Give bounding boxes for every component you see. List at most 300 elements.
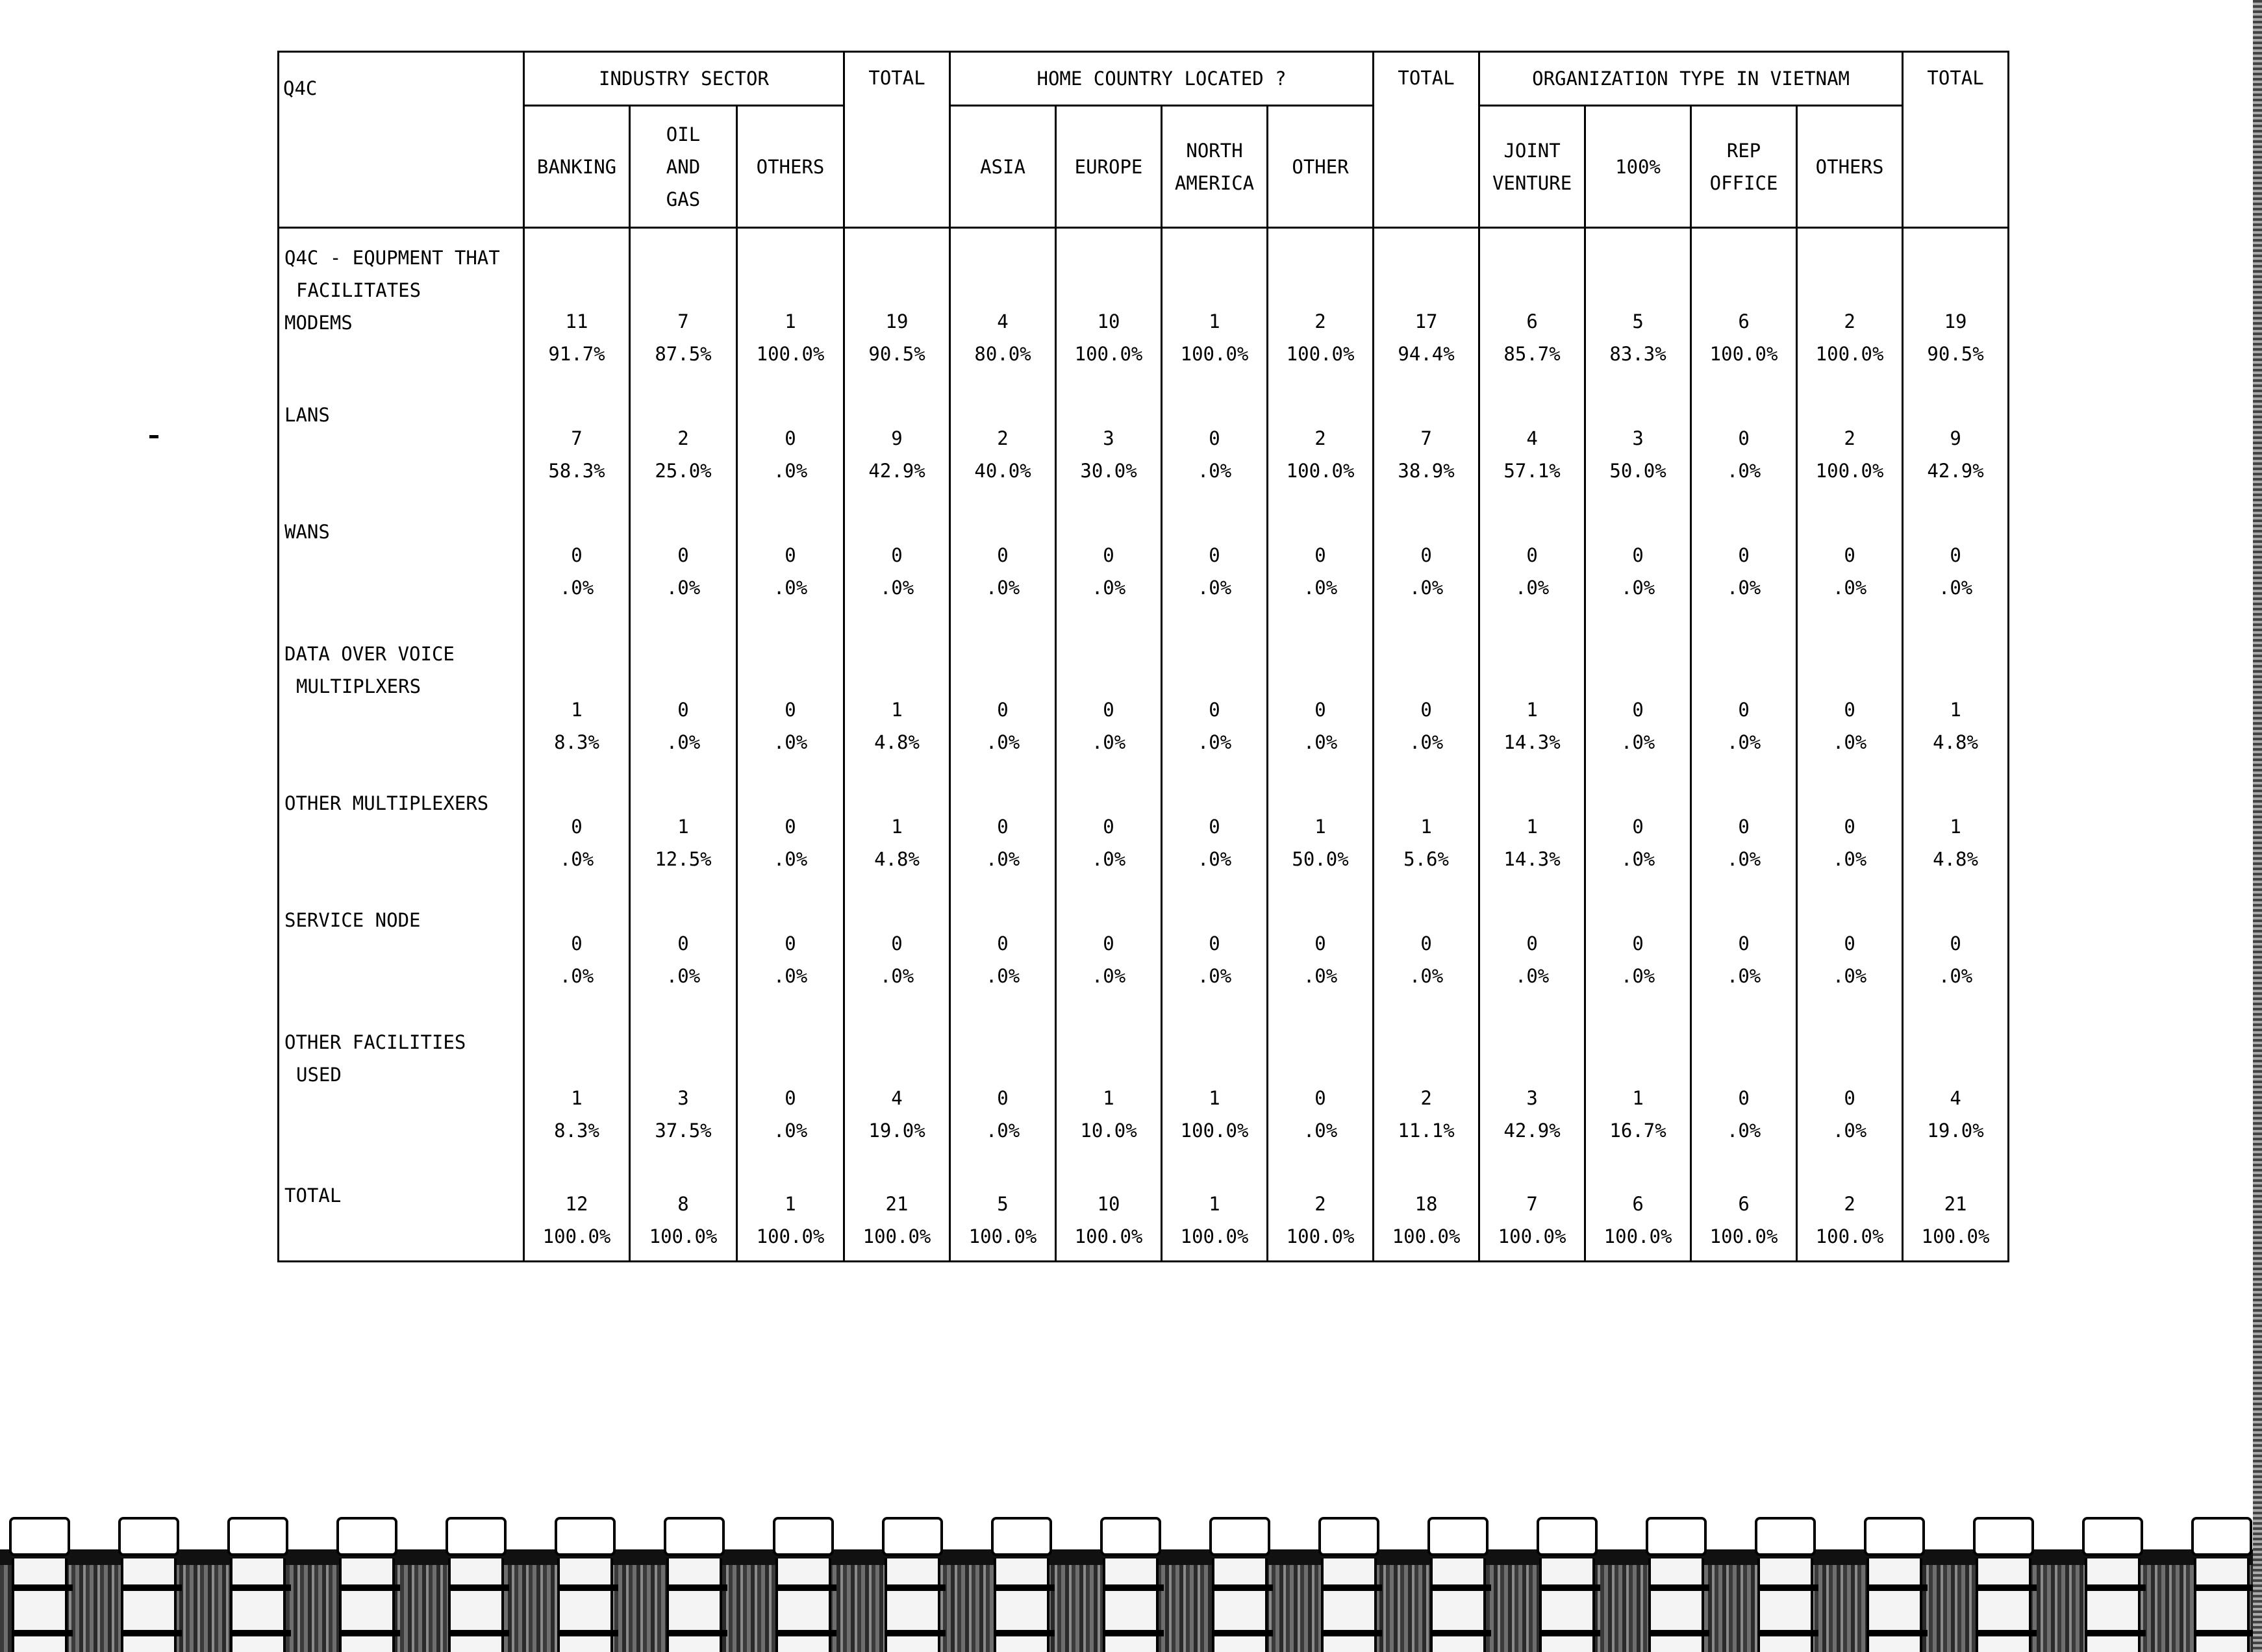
cell-count: 0	[1950, 932, 1961, 955]
binding-coil	[1864, 1513, 1922, 1652]
col-header-europe: EUROPE	[1056, 106, 1162, 228]
cell-count: 0	[1738, 427, 1750, 449]
table-cell	[1056, 766, 1162, 883]
cell-count: 0	[1420, 932, 1432, 955]
cell-percent: 100.0%	[1709, 1225, 1778, 1247]
cell-percent: .0%	[559, 965, 594, 987]
cell-percent: .0%	[1832, 577, 1867, 599]
cell-count: 0	[785, 1087, 796, 1109]
table-cell	[950, 766, 1056, 883]
cell-percent: 25.0%	[655, 460, 712, 482]
cell-percent: .0%	[1091, 577, 1126, 599]
cell-percent: 42.9%	[1927, 460, 1984, 482]
table-cell	[737, 378, 844, 495]
cell-count: 5	[997, 1193, 1009, 1215]
cell-percent: 100.0%	[1921, 1225, 1990, 1247]
cell-percent: .0%	[773, 1120, 808, 1142]
binding-coil	[2082, 1513, 2141, 1652]
cell-percent: 100.0%	[1709, 343, 1778, 365]
table-cell	[1162, 766, 1268, 883]
cell-count: 0	[891, 544, 903, 566]
cell-count: 0	[785, 427, 796, 449]
table-cell	[1479, 766, 1585, 883]
col-header-others-org: OTHERS	[1797, 106, 1903, 228]
binding-coil	[336, 1513, 395, 1652]
row-label	[279, 883, 524, 1000]
table-row	[279, 495, 2009, 612]
table-cell	[1691, 1155, 1797, 1262]
cell-count: 0	[997, 816, 1009, 838]
cell-count: 0	[1632, 699, 1644, 721]
crosstab-table	[277, 51, 2009, 1262]
cell-percent: 40.0%	[974, 460, 1031, 482]
cell-percent: 8.3%	[554, 731, 599, 753]
table-cell	[1374, 378, 1479, 495]
binding-coil	[1427, 1513, 1486, 1652]
cell-percent: .0%	[879, 965, 914, 987]
cell-percent: 100.0%	[1815, 1225, 1884, 1247]
cell-percent: 100.0%	[756, 1225, 825, 1247]
cell-count: 0	[1738, 699, 1750, 721]
table-cell	[1479, 1155, 1585, 1262]
cell-count: 2	[1844, 1193, 1855, 1215]
table-cell	[950, 228, 1056, 379]
cell-percent: .0%	[773, 965, 808, 987]
cell-percent: .0%	[879, 577, 914, 599]
table-cell	[1479, 612, 1585, 766]
cell-count: 1	[1209, 1193, 1220, 1215]
table-cell	[1268, 1155, 1374, 1262]
table-cell	[1585, 378, 1691, 495]
cell-percent: .0%	[1303, 965, 1338, 987]
cell-percent: .0%	[773, 577, 808, 599]
cell-percent: 100.0%	[1180, 1225, 1249, 1247]
cell-count: 3	[677, 1087, 689, 1109]
cell-count: 3	[1526, 1087, 1538, 1109]
table-cell	[1162, 495, 1268, 612]
cell-percent: .0%	[773, 460, 808, 482]
cell-count: 19	[1944, 310, 1967, 332]
cell-percent: .0%	[1726, 577, 1761, 599]
col-header-rep-office: REP OFFICE	[1691, 106, 1797, 228]
table-row	[279, 1155, 2009, 1262]
cell-count: 7	[1526, 1193, 1538, 1215]
table-cell	[630, 378, 737, 495]
cell-count: 0	[1103, 699, 1114, 721]
table-cell	[1374, 766, 1479, 883]
cell-percent: 11.1%	[1398, 1120, 1455, 1142]
table-cell	[1691, 1000, 1797, 1155]
cell-count: 0	[1738, 1087, 1750, 1109]
binding-coil	[118, 1513, 177, 1652]
cell-percent: 100.0%	[1286, 1225, 1355, 1247]
table-cell	[630, 1000, 737, 1155]
cell-count: 1	[571, 699, 583, 721]
cell-count: 0	[1738, 932, 1750, 955]
question-label-line1: Q4C - EQUPMENT THAT	[284, 247, 500, 269]
cell-count: 1	[1209, 310, 1220, 332]
table-cell	[1691, 612, 1797, 766]
col-header-100-percent: 100%	[1585, 106, 1691, 228]
binding-coil	[2191, 1513, 2250, 1652]
binding-coil	[1318, 1513, 1377, 1652]
cell-count: 0	[1526, 544, 1538, 566]
cell-count: 10	[1097, 1193, 1120, 1215]
table-cell	[1585, 1155, 1691, 1262]
cell-percent: 100.0%	[1074, 1225, 1143, 1247]
table-cell	[1479, 378, 1585, 495]
cell-count: 2	[1420, 1087, 1432, 1109]
table-cell	[1162, 1000, 1268, 1155]
table-cell	[630, 495, 737, 612]
table-row	[279, 1000, 2009, 1155]
cell-count: 0	[997, 544, 1009, 566]
binding-coil	[1100, 1513, 1159, 1652]
table-cell	[1585, 228, 1691, 379]
col-header-asia: ASIA	[950, 106, 1056, 228]
row-label-text: LANS	[284, 404, 330, 426]
cell-percent: 100.0%	[862, 1225, 931, 1247]
cell-count: 0	[677, 544, 689, 566]
binding-coil	[1646, 1513, 1704, 1652]
table-cell	[1691, 378, 1797, 495]
cell-percent: 100.0%	[542, 1225, 611, 1247]
cell-count: 12	[565, 1193, 588, 1215]
cell-count: 2	[1314, 310, 1326, 332]
question-label-line2: FACILITATES	[296, 279, 421, 301]
cell-percent: 100.0%	[1392, 1225, 1461, 1247]
cell-count: 1	[1209, 1087, 1220, 1109]
table-cell	[1374, 1000, 1479, 1155]
cell-percent: .0%	[1197, 460, 1232, 482]
table-cell	[844, 228, 950, 379]
row-label	[279, 1155, 524, 1262]
cell-count: 1	[891, 816, 903, 838]
cell-count: 0	[1738, 544, 1750, 566]
cell-count: 2	[1314, 1193, 1326, 1215]
row-label-line2: USED	[296, 1064, 342, 1086]
cell-percent: 100.0%	[968, 1225, 1037, 1247]
table-row	[279, 228, 2009, 379]
cell-percent: 100.0%	[1815, 460, 1884, 482]
cell-count: 0	[1209, 932, 1220, 955]
table-cell	[1268, 883, 1374, 1000]
cell-count: 6	[1526, 310, 1538, 332]
cell-count: 1	[785, 310, 796, 332]
cell-count: 6	[1738, 310, 1750, 332]
cell-count: 1	[1526, 699, 1538, 721]
table-cell	[950, 612, 1056, 766]
cell-percent: .0%	[559, 848, 594, 870]
binding-coil	[227, 1513, 286, 1652]
table-row	[279, 612, 2009, 766]
cell-percent: 19.0%	[868, 1120, 925, 1142]
col-header-banking: BANKING	[524, 106, 630, 228]
cell-percent: 14.3%	[1503, 848, 1561, 870]
cell-percent: 100.0%	[1180, 343, 1249, 365]
cell-count: 18	[1414, 1193, 1438, 1215]
cell-count: 0	[997, 932, 1009, 955]
cell-count: 10	[1097, 310, 1120, 332]
table-cell	[524, 378, 630, 495]
cell-percent: 100.0%	[1074, 343, 1143, 365]
cell-count: 0	[1314, 1087, 1326, 1109]
row-label-text: WANS	[284, 521, 330, 543]
cell-count: 2	[997, 427, 1009, 449]
cell-count: 7	[677, 310, 689, 332]
cell-percent: 80.0%	[974, 343, 1031, 365]
binding-coil	[9, 1513, 68, 1652]
table-cell	[1374, 1155, 1479, 1262]
spiral-binding	[0, 1513, 2262, 1652]
table-cell	[1903, 1000, 2009, 1155]
table-cell	[950, 1155, 1056, 1262]
table-cell	[1162, 378, 1268, 495]
table-cell	[1162, 1155, 1268, 1262]
table-cell	[737, 495, 844, 612]
cell-percent: .0%	[1726, 1120, 1761, 1142]
cell-percent: 85.7%	[1503, 343, 1561, 365]
cell-percent: 100.0%	[1815, 343, 1884, 365]
cell-count: 1	[1950, 816, 1961, 838]
col-header-others-industry: OTHERS	[737, 106, 844, 228]
table-cell	[1903, 612, 2009, 766]
cell-percent: .0%	[1303, 731, 1338, 753]
cell-percent: 19.0%	[1927, 1120, 1984, 1142]
table-cell	[950, 378, 1056, 495]
table-cell	[1268, 612, 1374, 766]
cell-percent: 10.0%	[1080, 1120, 1137, 1142]
table-cell	[1903, 378, 2009, 495]
table-cell	[524, 495, 630, 612]
table-cell	[1268, 1000, 1374, 1155]
cell-count: 0	[1209, 699, 1220, 721]
cell-percent: 87.5%	[655, 343, 712, 365]
cell-percent: 100.0%	[1603, 1225, 1672, 1247]
binding-coil	[1537, 1513, 1595, 1652]
table-cell	[737, 228, 844, 379]
cell-count: 0	[785, 544, 796, 566]
cell-percent: 12.5%	[655, 848, 712, 870]
row-label-text: TOTAL	[284, 1184, 342, 1207]
table-cell	[1268, 495, 1374, 612]
cell-count: 0	[1314, 699, 1326, 721]
table-cell	[737, 883, 844, 1000]
cell-percent: 100.0%	[756, 343, 825, 365]
cell-count: 0	[1209, 816, 1220, 838]
table-cell	[1903, 883, 2009, 1000]
cell-count: 11	[565, 310, 588, 332]
cell-percent: 42.9%	[1503, 1120, 1561, 1142]
binding-coil	[773, 1513, 831, 1652]
cell-percent: .0%	[1409, 965, 1444, 987]
row-label	[279, 495, 524, 612]
cell-count: 4	[891, 1087, 903, 1109]
cell-percent: .0%	[1197, 731, 1232, 753]
cell-count: 0	[571, 932, 583, 955]
cell-count: 0	[1420, 544, 1432, 566]
table-cell	[630, 228, 737, 379]
table-cell	[1903, 495, 2009, 612]
cell-percent: 5.6%	[1403, 848, 1449, 870]
cell-count: 2	[677, 427, 689, 449]
cell-count: 0	[1632, 816, 1644, 838]
cell-percent: .0%	[1726, 460, 1761, 482]
cell-count: 0	[1103, 816, 1114, 838]
cell-count: 0	[785, 816, 796, 838]
table-cell	[1162, 612, 1268, 766]
cell-count: 0	[1632, 932, 1644, 955]
table-cell	[844, 766, 950, 883]
cell-percent: .0%	[1197, 965, 1232, 987]
cell-count: 2	[1844, 427, 1855, 449]
table-cell	[844, 883, 950, 1000]
cell-count: 6	[1738, 1193, 1750, 1215]
table-cell	[630, 883, 737, 1000]
cell-percent: 4.8%	[874, 731, 920, 753]
cell-count: 19	[885, 310, 909, 332]
cell-percent: 4.8%	[1933, 848, 1978, 870]
cell-percent: .0%	[1514, 965, 1550, 987]
binding-coil	[664, 1513, 722, 1652]
cell-percent: 100.0%	[1498, 1225, 1566, 1247]
table-cell	[737, 1155, 844, 1262]
binding-coil	[882, 1513, 940, 1652]
cell-percent: .0%	[1938, 577, 1973, 599]
cell-percent: 4.8%	[874, 848, 920, 870]
table-cell	[524, 883, 630, 1000]
row-label	[279, 612, 524, 766]
cell-percent: .0%	[559, 577, 594, 599]
table-cell	[1479, 228, 1585, 379]
row-label-line2: MULTIPLXERS	[296, 675, 421, 697]
table-cell	[1479, 883, 1585, 1000]
cell-percent: .0%	[985, 577, 1020, 599]
cell-percent: .0%	[1091, 731, 1126, 753]
cell-percent: 42.9%	[868, 460, 925, 482]
table-cell	[1056, 495, 1162, 612]
table-cell	[524, 766, 630, 883]
table-cell	[737, 612, 844, 766]
cell-percent: 90.5%	[868, 343, 925, 365]
table-cell	[1056, 883, 1162, 1000]
table-cell	[1797, 612, 1903, 766]
cell-percent: .0%	[1620, 965, 1655, 987]
cell-count: 1	[1632, 1087, 1644, 1109]
table-cell	[1479, 495, 1585, 612]
cell-count: 1	[1314, 816, 1326, 838]
cell-count: 7	[1420, 427, 1432, 449]
cell-count: 0	[785, 699, 796, 721]
cell-count: 1	[891, 699, 903, 721]
cell-percent: 83.3%	[1609, 343, 1666, 365]
table-cell	[1903, 766, 2009, 883]
table-cell	[1374, 883, 1479, 1000]
table-cell	[1797, 495, 1903, 612]
cell-percent: .0%	[1303, 577, 1338, 599]
cell-count: 0	[997, 699, 1009, 721]
table-cell	[1691, 766, 1797, 883]
table-cell	[630, 612, 737, 766]
table-cell	[1056, 612, 1162, 766]
cell-percent: .0%	[985, 965, 1020, 987]
table-cell	[1056, 228, 1162, 379]
table-cell	[524, 612, 630, 766]
cell-percent: .0%	[1091, 965, 1126, 987]
table-cell	[1903, 1155, 2009, 1262]
cell-percent: 100.0%	[649, 1225, 718, 1247]
table-cell	[524, 1155, 630, 1262]
cell-percent: .0%	[985, 731, 1020, 753]
table-cell	[1691, 495, 1797, 612]
cell-percent: .0%	[1832, 848, 1867, 870]
cell-count: 9	[1950, 427, 1961, 449]
table-cell	[1162, 228, 1268, 379]
table-cell	[1056, 1155, 1162, 1262]
table-cell	[844, 612, 950, 766]
cell-percent: .0%	[1726, 965, 1761, 987]
cell-count: 1	[677, 816, 689, 838]
row-label-text: OTHER MULTIPLEXERS	[284, 792, 489, 814]
cell-count: 4	[997, 310, 1009, 332]
page-edge	[2253, 0, 2262, 1652]
binding-coil	[555, 1513, 613, 1652]
cell-count: 0	[571, 816, 583, 838]
table-cell	[1691, 228, 1797, 379]
table-cell	[844, 378, 950, 495]
row-label	[279, 766, 524, 883]
table-cell	[950, 495, 1056, 612]
group-org-type: ORGANIZATION TYPE IN VIETNAM	[1479, 52, 1903, 106]
table-cell	[1797, 883, 1903, 1000]
table-cell	[1479, 1000, 1585, 1155]
row-label	[279, 228, 524, 379]
table-cell	[844, 495, 950, 612]
cell-count: 9	[891, 427, 903, 449]
table-cell	[1797, 228, 1903, 379]
table-cell	[1797, 1000, 1903, 1155]
table-cell	[950, 1000, 1056, 1155]
stray-mark	[149, 435, 158, 438]
cell-percent: 37.5%	[655, 1120, 712, 1142]
col-header-total-1: TOTAL	[844, 52, 950, 228]
row-label-text: SERVICE NODE	[284, 909, 421, 931]
row-label-line1: DATA OVER VOICE	[284, 643, 455, 665]
cell-percent: .0%	[1620, 848, 1655, 870]
cell-count: 8	[677, 1193, 689, 1215]
cell-percent: 58.3%	[548, 460, 605, 482]
table-cell	[630, 766, 737, 883]
cell-percent: .0%	[1409, 731, 1444, 753]
cell-count: 0	[1314, 544, 1326, 566]
cell-count: 0	[1844, 932, 1855, 955]
cell-percent: .0%	[1197, 577, 1232, 599]
binding-coil	[1973, 1513, 2031, 1652]
cell-count: 21	[1944, 1193, 1967, 1215]
table-cell	[1797, 378, 1903, 495]
table-cell	[1903, 228, 2009, 379]
cell-count: 0	[677, 699, 689, 721]
cell-count: 0	[1844, 1087, 1855, 1109]
cell-count: 4	[1950, 1087, 1961, 1109]
cell-percent: .0%	[985, 1120, 1020, 1142]
table-cell	[950, 883, 1056, 1000]
cell-percent: .0%	[666, 965, 701, 987]
cell-percent: .0%	[985, 848, 1020, 870]
cell-percent: 16.7%	[1609, 1120, 1666, 1142]
binding-coil	[1209, 1513, 1268, 1652]
binding-coil	[446, 1513, 504, 1652]
